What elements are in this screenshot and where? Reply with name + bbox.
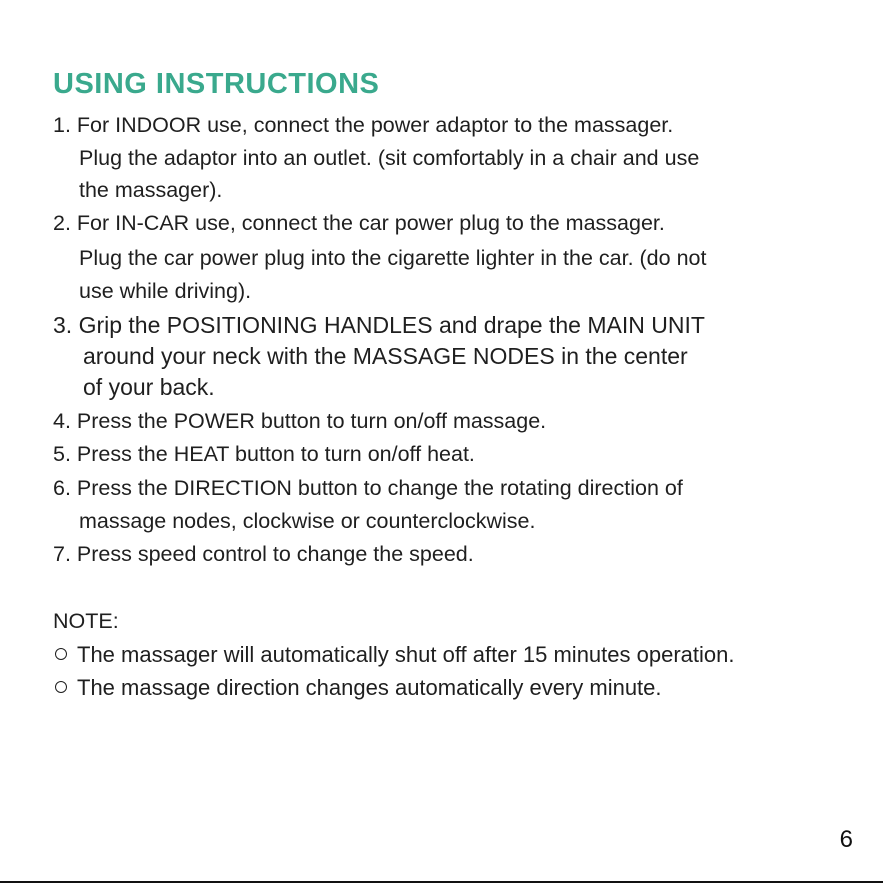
instruction-line: 1. For INDOOR use, connect the power adaptor to the massager. (53, 113, 674, 137)
instruction-line: 6. Press the DIRECTION button to change the rotating direction of (53, 476, 683, 500)
instruction-line: use while driving). (79, 279, 252, 303)
instruction-line: of your back. (83, 374, 215, 400)
instruction-line: 5. Press the HEAT button to turn on/off heat. (53, 442, 475, 466)
instruction-line: massage nodes, clockwise or counterclockwise. (79, 509, 536, 533)
note-item (55, 642, 734, 668)
note-item-text: The massage direction changes automatically every minute. (77, 675, 662, 700)
instruction-line: Plug the adaptor into an outlet. (sit comfortably in a chair and use (79, 146, 700, 170)
instruction-line: 3. Grip the POSITIONING HANDLES and drape the MAIN UNIT (53, 312, 705, 338)
instruction-line: 4. Press the POWER button to turn on/off massage. (53, 409, 547, 433)
instruction-line: Plug the car power plug into the cigarette lighter in the car. (do not (79, 246, 707, 270)
note-item (55, 675, 662, 701)
note-item-text: The massager will automatically shut off after 15 minutes operation. (77, 642, 735, 667)
instruction-line: 7. Press speed control to change the speed. (53, 542, 474, 566)
note-heading: NOTE: (53, 609, 119, 633)
circle-bullet-icon (55, 648, 67, 660)
instruction-line: 2. For IN-CAR use, connect the car power plug to the massager. (53, 211, 665, 235)
instruction-line: around your neck with the MASSAGE NODES in the center (83, 343, 688, 369)
instruction-line: the massager). (79, 178, 223, 202)
section-title: USING INSTRUCTIONS (53, 68, 380, 100)
page-number: 6 (839, 826, 853, 853)
circle-bullet-icon (55, 681, 67, 693)
